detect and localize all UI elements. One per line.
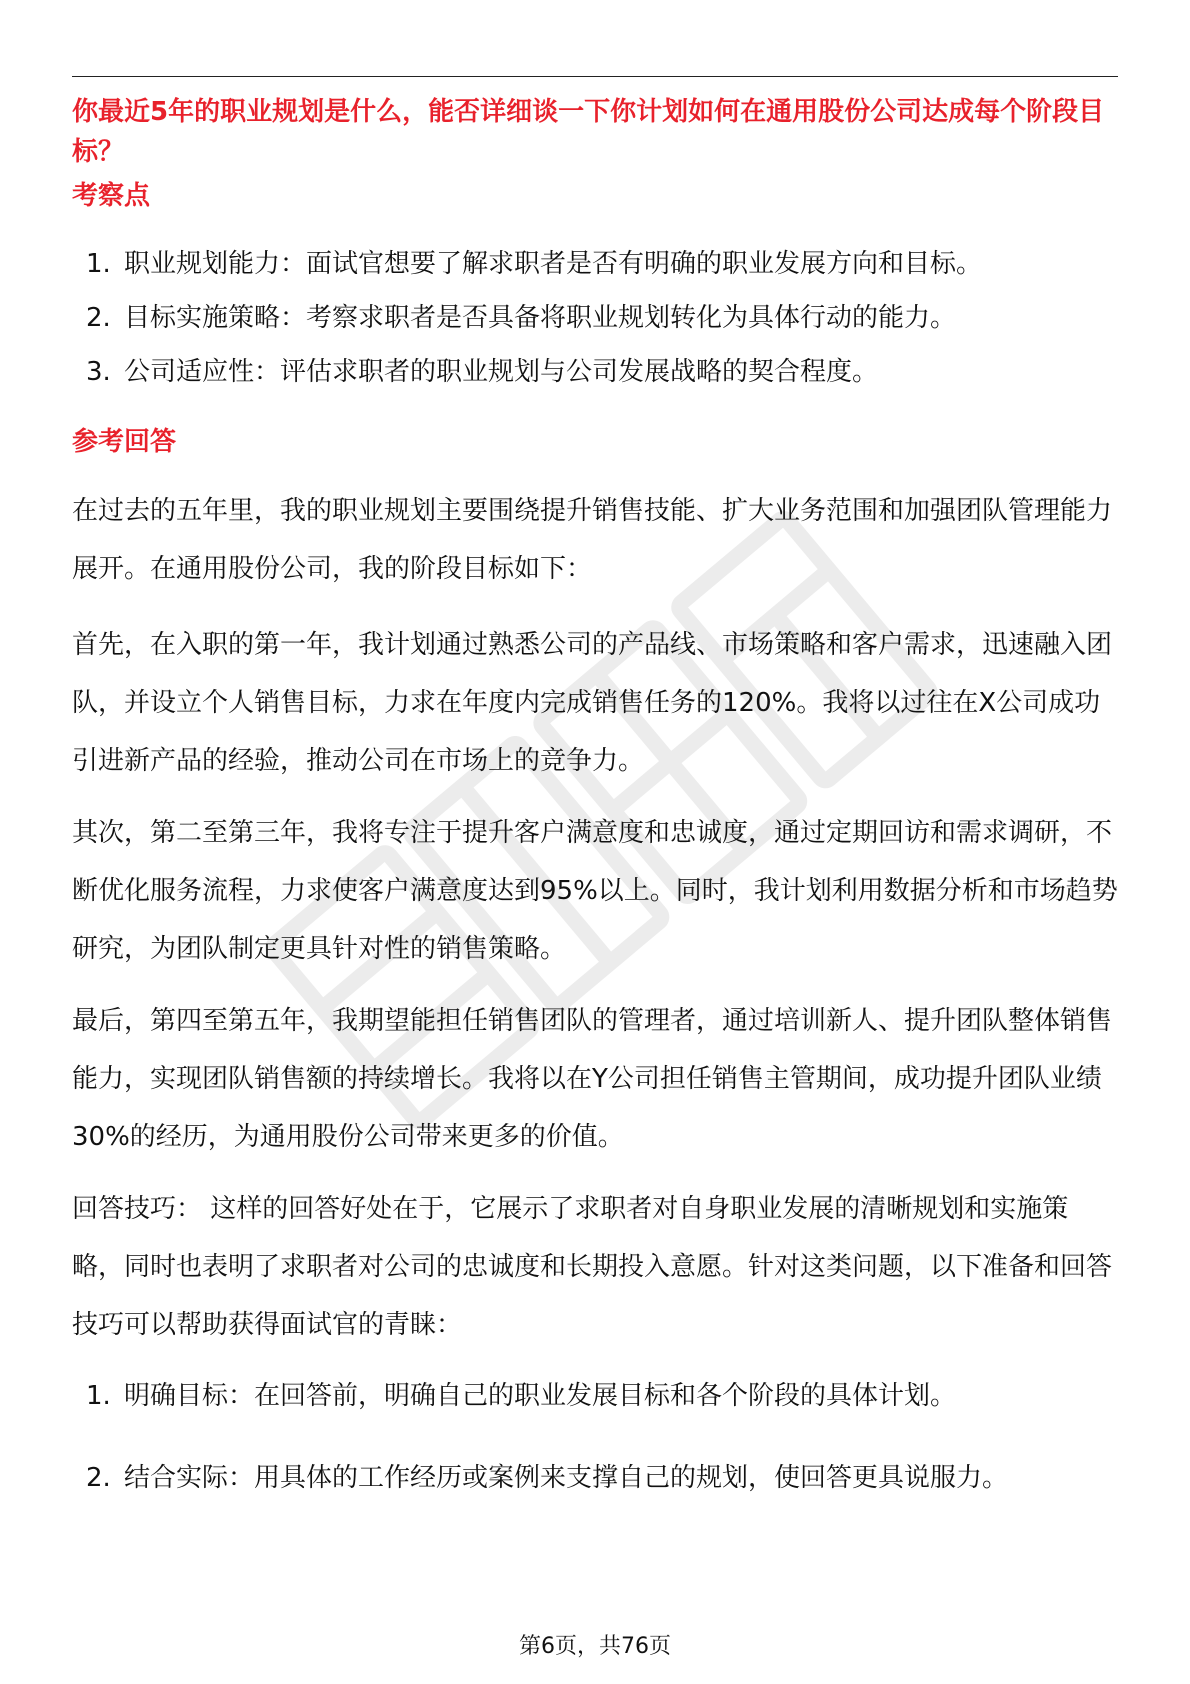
answer-paragraph-third: 最后，第四至第五年，我期望能担任销售团队的管理者，通过培训新人、提升团队整体销售能力，实现团队销售额的持续增长。我将以在Y公司担任销售主管期间，成功提升团队业绩30%的经历，为通用股份公司带来更多的价值。 [72,1006,1113,1152]
answer-paragraph-second: 其次，第二至第三年，我将专注于提升客户满意度和忠诚度，通过定期回访和需求调研，不断优化服务流程，力求使客户满意度达到95%以上。同时，我计划利用数据分析和市场趋势研究，为团队制定更具针对性的销售策略。 [72,818,1118,964]
list-item-number: 3. [86,357,111,387]
list-item-number: 1. [86,1381,111,1411]
list-item [72,300,1118,336]
answer-tips-paragraph: 回答技巧： 这样的回答好处在于，它展示了求职者对自身职业发展的清晰规划和实施策略，同时也表明了求职者对公司的忠诚度和长期投入意愿。针对这类问题，以下准备和回答技巧可以帮助获得面试官的青睐： [72,1194,1113,1340]
list-item-text: 公司适应性：评估求职者的职业规划与公司发展战略的契合程度。 [124,357,879,387]
heading-answer: 参考回答 [72,427,177,457]
page-number-footer: 第6页，共76页 [519,1634,671,1659]
heading-kaocha: 考察点 [72,181,151,211]
list-item [72,1378,1118,1414]
list-item [72,246,1118,282]
list-item-text: 职业规划能力：面试官想要了解求职者是否有明确的职业发展方向和目标。 [124,249,983,279]
list-item-number: 2. [86,1463,111,1493]
top-divider [72,76,1118,77]
list-item [72,354,1118,390]
answer-paragraph-intro: 在过去的五年里，我的职业规划主要围绕提升销售技能、扩大业务范围和加强团队管理能力展开。在通用股份公司，我的阶段目标如下： [72,496,1113,584]
list-item-text: 结合实际：用具体的工作经历或案例来支撑自己的规划，使回答更具说服力。 [124,1463,1009,1493]
list-item-number: 2. [86,303,111,333]
list-item-number: 1. [86,249,111,279]
question-title: 你最近5年的职业规划是什么，能否详细谈一下你计划如何在通用股份公司达成每个阶段目标？ [72,97,1105,167]
answer-paragraph-first: 首先，在入职的第一年，我计划通过熟悉公司的产品线、市场策略和客户需求，迅速融入团队，并设立个人销售目标，力求在年度内完成销售任务的120%。我将以过往在X公司成功引进新产品的经验，推动公司在市场上的竞争力。 [72,630,1113,776]
list-item-text: 明确目标：在回答前，明确自己的职业发展目标和各个阶段的具体计划。 [124,1381,957,1411]
list-item-text: 目标实施策略：考察求职者是否具备将职业规划转化为具体行动的能力。 [124,303,957,333]
list-item [72,1460,1118,1496]
